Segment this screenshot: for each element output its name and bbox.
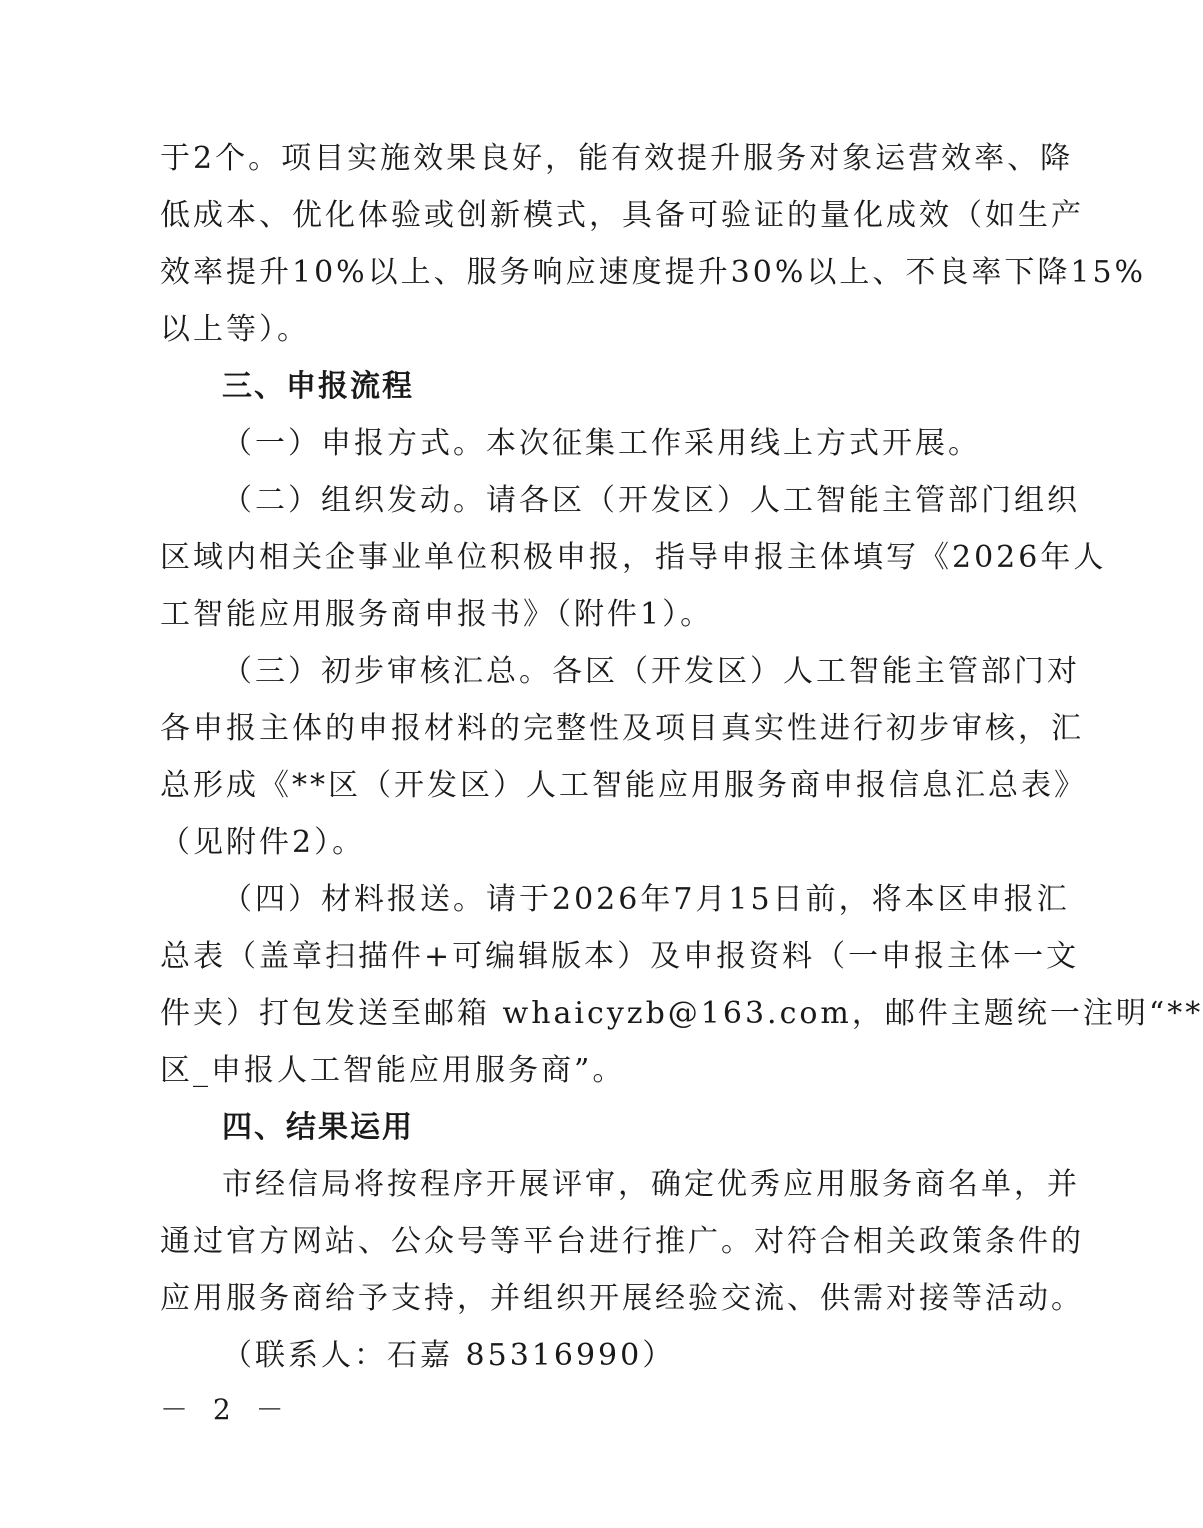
para-submit-line-1: （四）材料报送。请于2026年7月15日前，将本区申报汇 bbox=[222, 882, 1070, 917]
body-line-2: 低成本、优化体验或创新模式，具备可验证的量化成效（如生产 bbox=[160, 198, 1084, 233]
page-number: － 2 － bbox=[160, 1393, 292, 1426]
para-apply-method: （一）申报方式。本次征集工作采用线上方式开展。 bbox=[222, 426, 981, 461]
body-line-3: 效率提升10%以上、服务响应速度提升30%以上、不良率下降15% bbox=[160, 255, 1147, 290]
para-result-line-2: 通过官方网站、公众号等平台进行推广。对符合相关政策条件的 bbox=[160, 1224, 1084, 1259]
body-line-4: 以上等）。 bbox=[160, 312, 310, 347]
para-organize-line-3: 工智能应用服务商申报书》（附件1）。 bbox=[160, 597, 714, 632]
para-submit-line-4: 区_申报人工智能应用服务商”。 bbox=[160, 1053, 626, 1088]
para-result-line-1: 市经信局将按程序开展评审，确定优秀应用服务商名单，并 bbox=[222, 1167, 1080, 1202]
para-submit-line-2: 总表（盖章扫描件+可编辑版本）及申报资料（一申报主体一文 bbox=[160, 939, 1080, 974]
body-line-1: 于2个。项目实施效果良好，能有效提升服务对象运营效率、降 bbox=[160, 141, 1074, 176]
para-review-line-3: 总形成《**区（开发区）人工智能应用服务商申报信息汇总表》 bbox=[160, 768, 1087, 803]
para-organize-line-1: （二）组织发动。请各区（开发区）人工智能主管部门组织 bbox=[222, 483, 1080, 518]
para-review-line-2: 各申报主体的申报材料的完整性及项目真实性进行初步审核，汇 bbox=[160, 711, 1084, 746]
para-result-line-3: 应用服务商给予支持，并组织开展经验交流、供需对接等活动。 bbox=[160, 1281, 1084, 1316]
para-review-line-4: （见附件2）。 bbox=[160, 825, 366, 860]
section-heading-apply-process: 三、申报流程 bbox=[222, 369, 414, 404]
para-organize-line-2: 区域内相关企事业单位积极申报，指导申报主体填写《2026年人 bbox=[160, 540, 1107, 575]
para-submit-line-3: 件夹）打包发送至邮箱 whaicyzb@163.com，邮件主题统一注明“** bbox=[160, 996, 1203, 1031]
section-heading-result-usage: 四、结果运用 bbox=[222, 1110, 414, 1145]
contact-line: （联系人：石嘉 85316990） bbox=[222, 1338, 676, 1373]
para-review-line-1: （三）初步审核汇总。各区（开发区）人工智能主管部门对 bbox=[222, 654, 1080, 689]
